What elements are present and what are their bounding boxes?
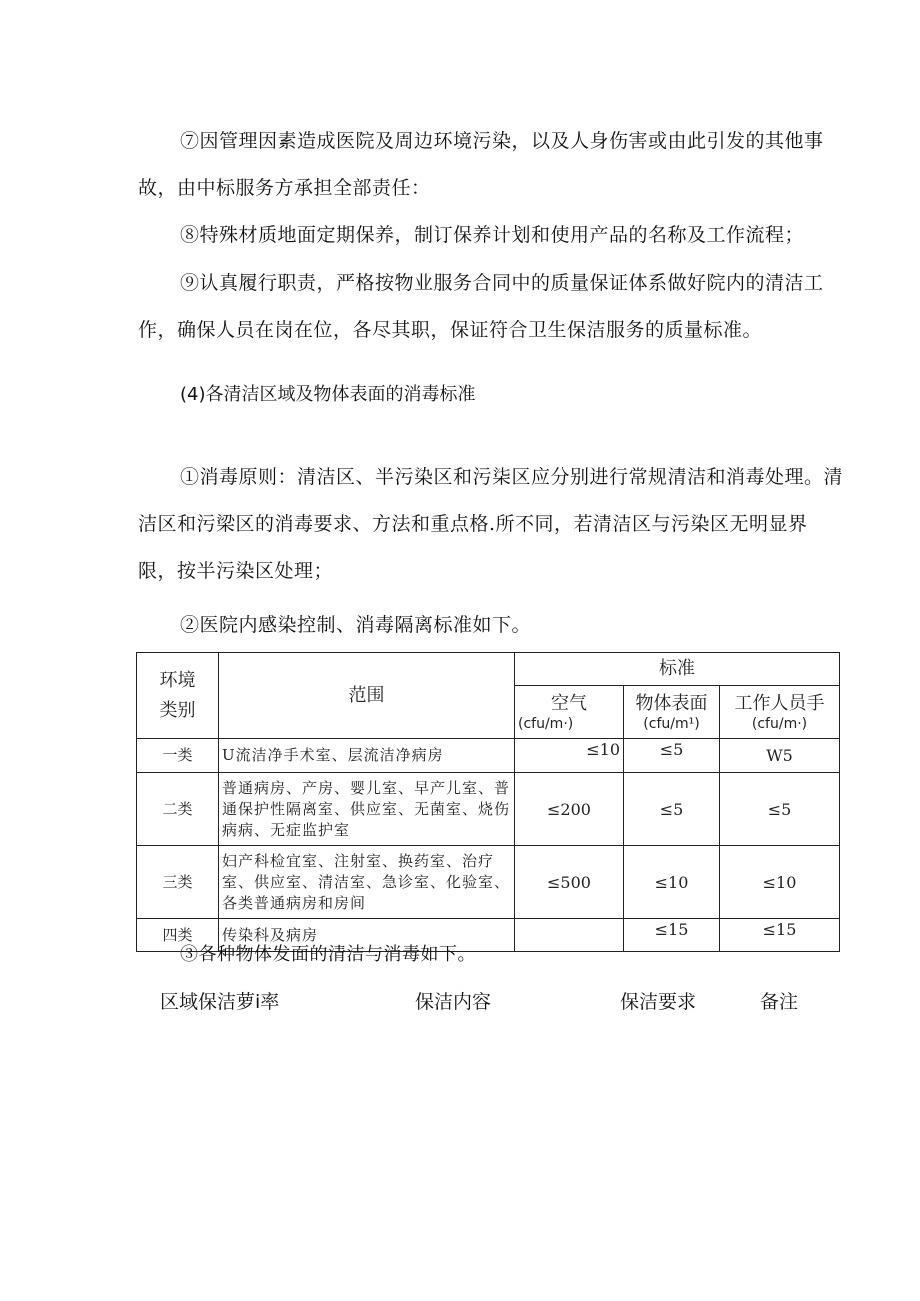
- row-surface: ≤10: [624, 846, 720, 919]
- header-surface-label: 物体表面: [635, 693, 708, 714]
- paragraph-8: ⑧特殊材质地面定期保养，制订保养计划和使用产品的名称及工作流程；: [180, 224, 805, 246]
- row-category: 三类: [137, 846, 219, 919]
- section-heading: (4)各清洁区域及物体表面的消毒标准: [180, 384, 476, 405]
- row-range: 传染科及病房: [219, 919, 515, 952]
- paragraph-disinfection-principle: ①消毒原则：清洁区、半污染区和污柒区应分别进行常规清洁和消毒处理。清洁区和污梁区的消毒要求、方法和重点格.所不同，若清洁区与污染区无明显界限，按半污染区处理；: [138, 466, 844, 582]
- header-remarks: 备注: [760, 991, 799, 1013]
- row-range: U流洁净手术室、层流洁净病房: [219, 739, 515, 773]
- row-surface: ≤5: [624, 773, 720, 846]
- row-hands: ≤5: [720, 773, 840, 846]
- header-range: 范围: [219, 653, 515, 739]
- header-area-frequency: 区域保洁萝i率: [160, 991, 280, 1013]
- header-air-unit: (cfu/m·): [518, 716, 574, 732]
- paragraph-7: ⑦因管理因素造成医院及周边环境污染，以及人身伤害或由此引发的其他事故，由中标服务方承担全部责任：: [138, 130, 824, 199]
- header-surface-unit: (cfu/m¹): [643, 716, 700, 732]
- header-standard: 标准: [515, 653, 840, 686]
- row-air: ≤200: [515, 773, 624, 846]
- paragraph-infection-control: ②医院内感染控制、消毒隔离标准如下。: [180, 614, 532, 636]
- header-hands-unit: (cfu/m·): [751, 716, 808, 732]
- header-category: 环境 类别: [137, 653, 219, 739]
- header-cleaning-requirement: 保洁要求: [620, 991, 697, 1013]
- row-range: 妇产科检宜室、注射室、换药室、治疗室、供应室、清洁室、急诊室、化验室、各类普通病房和房间: [219, 846, 515, 919]
- paragraph-surface-cleaning: ③各种物体发面的清洁与消毒如下。: [180, 944, 476, 965]
- row-hands: ≤15: [720, 919, 840, 952]
- header-hands: [720, 686, 840, 739]
- row-hands: ≤10: [720, 846, 840, 919]
- cleaning-table-header: [160, 987, 810, 1017]
- row-category: 二类: [137, 773, 219, 846]
- header-surface: [624, 686, 720, 739]
- row-surface: ≤5: [624, 739, 720, 773]
- header-air: [515, 686, 624, 739]
- table-row: [137, 739, 840, 773]
- table-row: [137, 773, 840, 846]
- row-range: 普通病房、产房、婴儿室、早产儿室、普通保护性隔离室、供应室、无菌室、烧伤病病、无症监护室: [219, 773, 515, 846]
- disinfection-standard-table: [136, 652, 840, 952]
- table-row: [137, 846, 840, 919]
- header-cleaning-content: 保洁内容: [415, 991, 492, 1013]
- header-hands-label: 工作人员手: [734, 693, 825, 714]
- row-hands: W5: [720, 739, 840, 773]
- paragraph-9: ⑨认真履行职责，严格按物业服务合同中的质量保证体系做好院内的清洁工作，确保人员在岗在位，各尽其职，保证符合卫生保洁服务的质量标准。: [138, 272, 824, 341]
- row-surface: ≤15: [624, 919, 720, 952]
- row-air: ≤10: [515, 739, 624, 773]
- row-category: 四类: [137, 919, 219, 952]
- row-category: 一类: [137, 739, 219, 773]
- row-air: ≤500: [515, 846, 624, 919]
- header-air-label: 空气: [551, 693, 587, 714]
